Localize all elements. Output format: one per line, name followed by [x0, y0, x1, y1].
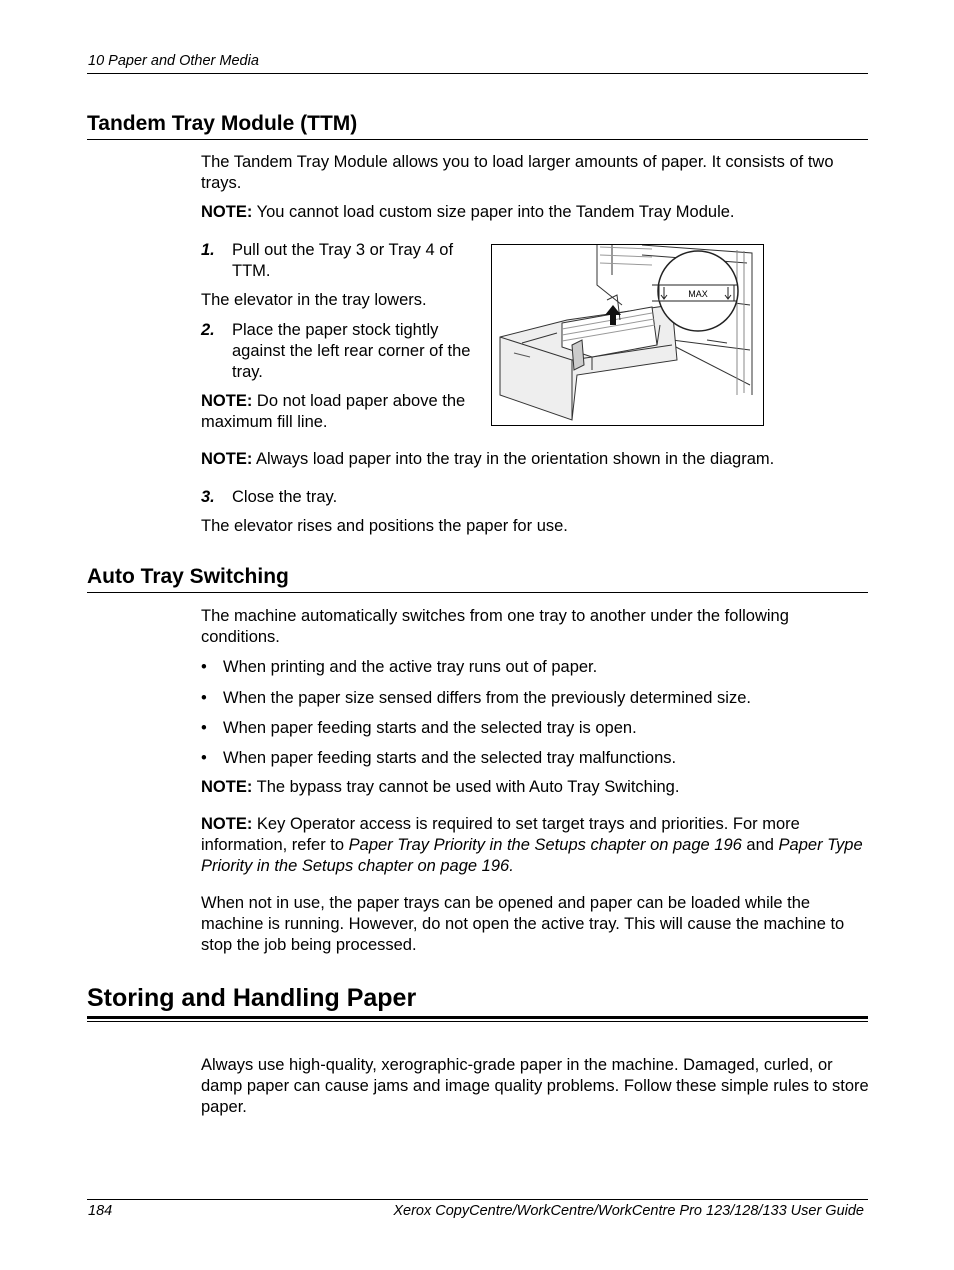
step-3-result: The elevator rises and positions the paper for use. [201, 517, 568, 535]
note-text: You cannot load custom size paper into the Tandem Tray Module. [252, 203, 735, 221]
ttm-title-rule [87, 139, 868, 140]
auto-closing-paragraph: When not in use, the paper trays can be opened and paper can be loaded while the machine is running. However, do not open the active tray. This will cause the machine to stop the job being processed. [201, 894, 845, 954]
bullet-marker: • [201, 658, 207, 676]
note-text: Always load paper into the tray in the orientation shown in the diagram. [252, 450, 775, 468]
note-label: NOTE: [201, 392, 253, 410]
auto-section-title: Auto Tray Switching [87, 565, 289, 588]
step-1-number: 1. [201, 241, 215, 259]
ttm-section-title: Tandem Tray Module (TTM) [87, 112, 358, 135]
storing-intro: Always use high-quality, xerographic-grade paper in the machine. Damaged, curled, or damp paper can cause jams and image quality problems. Follow these simple rules to store paper. [201, 1056, 869, 1116]
guide-title: Xerox CopyCentre/WorkCentre/WorkCentre Pro 123/128/133 User Guide [393, 1203, 864, 1219]
note-text: and [741, 836, 779, 854]
storing-title-rule-thick [87, 1016, 868, 1019]
auto-note-key-operator [201, 814, 869, 877]
auto-note-bypass [201, 777, 869, 798]
list-item: When paper feeding starts and the selected tray malfunctions. [223, 749, 677, 767]
tray-loading-illustration [491, 244, 764, 426]
note-label: NOTE: [201, 778, 253, 796]
step-3-text: Close the tray. [232, 488, 338, 506]
storing-section-title: Storing and Handling Paper [87, 984, 417, 1012]
list-item: When the paper size sensed differs from the previously determined size. [223, 689, 751, 707]
step-2-text: Place the paper stock tightly against the left rear corner of the tray. [232, 321, 471, 381]
header-rule [87, 73, 868, 74]
note-label: NOTE: [201, 203, 253, 221]
bullet-marker: • [201, 719, 207, 737]
auto-intro: The machine automatically switches from one tray to another under the following conditions. [201, 607, 789, 646]
bullet-marker: • [201, 689, 207, 707]
footer-rule [87, 1199, 868, 1200]
storing-title-rule-thin [87, 1021, 868, 1022]
cross-reference-link[interactable]: Paper Type Priority in the Setups chapter on page 196. [201, 836, 863, 875]
ttm-note-fill-line [201, 391, 486, 433]
max-fill-label: MAX [688, 289, 708, 299]
note-text: Do not load paper above the maximum fill line. [201, 392, 466, 431]
ttm-note-orientation [201, 449, 869, 470]
step-2-number: 2. [201, 321, 215, 339]
ttm-intro: The Tandem Tray Module allows you to load larger amounts of paper. It consists of two trays. [201, 153, 834, 192]
note-label: NOTE: [201, 450, 253, 468]
step-3-number: 3. [201, 488, 215, 506]
page-number: 184 [88, 1203, 113, 1219]
step-1-text: Pull out the Tray 3 or Tray 4 of TTM. [232, 241, 454, 280]
note-label: NOTE: [201, 815, 253, 833]
running-header: 10 Paper and Other Media [88, 53, 259, 69]
bullet-marker: • [201, 749, 207, 767]
auto-title-rule [87, 592, 868, 593]
note-text: The bypass tray cannot be used with Auto Tray Switching. [252, 778, 680, 796]
note-text: Key Operator access is required to set target trays and priorities. For more information, refer to [201, 815, 800, 854]
list-item: When printing and the active tray runs out of paper. [223, 658, 598, 676]
list-item: When paper feeding starts and the selected tray is open. [223, 719, 637, 737]
ttm-note-custom-size [201, 202, 869, 223]
cross-reference-link[interactable]: Paper Tray Priority in the Setups chapter on page 196 [348, 836, 742, 854]
step-1-result: The elevator in the tray lowers. [201, 291, 427, 309]
tray-drawing [492, 245, 764, 426]
